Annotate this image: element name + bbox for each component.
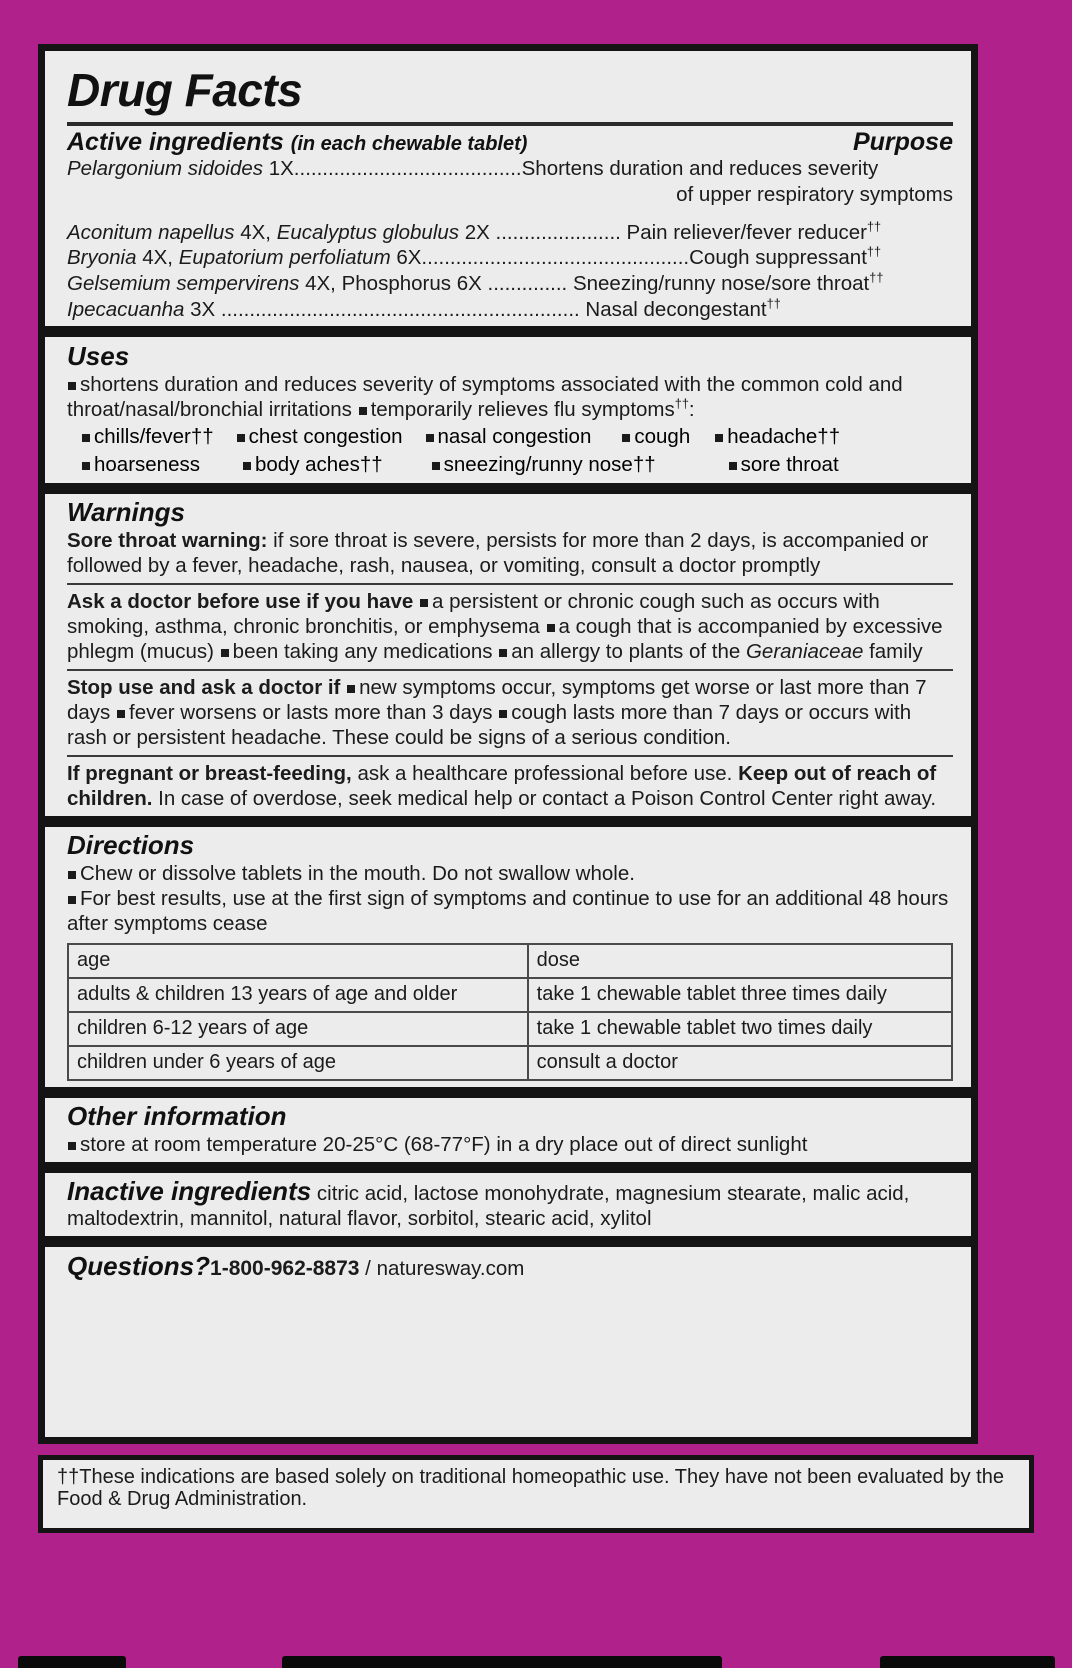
square-bullet-icon bbox=[715, 434, 723, 442]
section-divider-band bbox=[45, 816, 971, 827]
directions-bullet-text: For best results, use at the first sign of symptoms and continue to use for an additional 48 hours after symptoms cease bbox=[67, 886, 949, 935]
ingredient-potency: 3X bbox=[190, 297, 216, 321]
warning-body-2: In case of overdose, seek medical help or contact a Poison Control Center right away. bbox=[152, 786, 937, 810]
ingredient-name: Pelargonium sidoides bbox=[67, 157, 264, 181]
ingredient-purpose-line2: of upper respiratory symptoms bbox=[676, 183, 953, 207]
ingredient-purpose: Shortens duration and reduces severity bbox=[521, 157, 879, 181]
leader-dots: ............................................... bbox=[421, 246, 690, 270]
page-title: Drug Facts bbox=[67, 64, 303, 116]
section-divider-band bbox=[45, 1087, 971, 1098]
questions-section bbox=[45, 1247, 971, 1288]
warning-lead-2: Keep out of reach of children. bbox=[67, 761, 937, 810]
active-ingredient-row bbox=[67, 271, 953, 297]
dagger-marker: †† bbox=[869, 270, 884, 286]
bottom-notch bbox=[880, 1656, 1055, 1668]
square-bullet-icon bbox=[68, 1142, 76, 1150]
uses-section bbox=[45, 337, 971, 482]
table-row bbox=[68, 978, 952, 1012]
ingredient-name: Bryonia bbox=[67, 246, 137, 270]
ingredient-name: Ipecacuanha bbox=[67, 297, 185, 321]
active-ingredient-row bbox=[67, 156, 953, 207]
ingredient-potency-2: 6X bbox=[396, 246, 422, 270]
footnote-text bbox=[57, 1466, 1015, 1511]
ingredient-potency: 4X, bbox=[305, 271, 336, 295]
square-bullet-icon bbox=[82, 434, 90, 442]
warning-item: a persistent or chronic cough such as occurs with smoking, asthma, chronic bronchitis, or emphysema bbox=[67, 589, 880, 638]
purpose-heading: Purpose bbox=[852, 127, 953, 156]
leader-dots: ........................................ bbox=[293, 157, 522, 181]
cell-age: children 6-12 years of age bbox=[68, 1012, 528, 1046]
dagger-marker: †† bbox=[57, 1466, 80, 1488]
symptom-item: nasal congestion bbox=[437, 425, 592, 449]
square-bullet-icon bbox=[426, 434, 434, 442]
ingredient-potency: 4X, bbox=[142, 246, 173, 270]
active-ingredients-header bbox=[67, 129, 953, 157]
other-information-text: store at room temperature 20-25°C (68-77°F) in a dry place out of direct sunlight bbox=[80, 1132, 808, 1156]
inactive-ingredients-line bbox=[67, 1177, 953, 1231]
section-divider-band bbox=[45, 1236, 971, 1247]
uses-bullet-1-text: shortens duration and reduces severity of symptoms associated with the common cold and throat/nasal/bronchial irritations bbox=[67, 373, 903, 422]
ingredient-potency-2: 2X bbox=[464, 220, 490, 244]
active-ingredient-row bbox=[67, 245, 953, 271]
website-link[interactable]: naturesway.com bbox=[376, 1256, 525, 1280]
ingredient-purpose: Cough suppressant bbox=[689, 246, 867, 270]
table-row bbox=[68, 1046, 952, 1080]
cell-age: adults & children 13 years of age and older bbox=[68, 978, 528, 1012]
warning-lead: Sore throat warning: bbox=[67, 528, 268, 552]
ingredient-name: Gelsemium sempervirens bbox=[67, 271, 300, 295]
ingredient-potency: 4X, bbox=[240, 220, 271, 244]
square-bullet-icon bbox=[243, 462, 251, 470]
ingredient-name: Aconitum napellus bbox=[67, 220, 235, 244]
symptom-item: chills/fever†† bbox=[94, 425, 214, 449]
table-header-row bbox=[68, 944, 952, 978]
warning-item: fever worsens or lasts more than 3 days bbox=[129, 700, 493, 724]
ingredient-purpose: Sneezing/runny nose/sore throat bbox=[572, 271, 870, 295]
inactive-ingredients-section bbox=[45, 1173, 971, 1236]
other-information-section bbox=[45, 1098, 971, 1162]
active-ingredient-row bbox=[67, 220, 953, 246]
square-bullet-icon bbox=[347, 685, 355, 693]
dosage-table bbox=[67, 943, 953, 1081]
active-ingredients-section bbox=[45, 122, 971, 326]
symptom-item: cough bbox=[634, 425, 691, 449]
ingredient-name-2: Eucalyptus globulus bbox=[276, 220, 460, 244]
square-bullet-icon bbox=[622, 434, 630, 442]
symptom-item: sore throat bbox=[740, 452, 839, 476]
warning-lead: If pregnant or breast-feeding, bbox=[67, 761, 352, 785]
active-ingredients-subheading: (in each chewable tablet) bbox=[290, 132, 528, 155]
dagger-marker: †† bbox=[866, 244, 882, 260]
other-information-bullet bbox=[67, 1132, 953, 1157]
separator: / bbox=[359, 1256, 377, 1280]
divider bbox=[67, 755, 953, 757]
warning-sore-throat bbox=[67, 528, 953, 578]
section-divider-band bbox=[45, 326, 971, 337]
other-information-heading: Other information bbox=[67, 1100, 287, 1131]
symptom-row bbox=[67, 452, 953, 478]
footnote-body: These indications are based solely on traditional homeopathic use. They have not been evaluated by the Food & Drug Administration. bbox=[57, 1466, 1004, 1511]
cell-dose: take 1 chewable tablet two times daily bbox=[528, 1012, 952, 1046]
footnote-panel bbox=[38, 1455, 1034, 1533]
square-bullet-icon bbox=[359, 407, 367, 415]
drug-facts-panel bbox=[38, 44, 978, 1444]
symptom-row bbox=[67, 424, 953, 450]
directions-bullet bbox=[67, 886, 953, 936]
square-bullet-icon bbox=[68, 382, 76, 390]
dagger-marker: †† bbox=[674, 396, 689, 412]
uses-bullet-1 bbox=[67, 372, 953, 422]
directions-bullet-text: Chew or dissolve tablets in the mouth. Do not swallow whole. bbox=[80, 861, 635, 885]
active-ingredient-row bbox=[67, 297, 953, 323]
phone-number[interactable]: 1-800-962-8873 bbox=[210, 1256, 360, 1280]
title-block bbox=[45, 51, 971, 120]
ingredient-name-2: Eupatorium perfoliatum bbox=[178, 246, 391, 270]
uses-colon: : bbox=[688, 398, 695, 422]
divider bbox=[67, 122, 953, 126]
directions-bullet bbox=[67, 861, 953, 886]
section-divider-band bbox=[45, 1162, 971, 1173]
warning-body: if sore throat is severe, persists for more than 2 days, is accompanied or followed by a fever, headache, rash, nausea, or vomiting, consult a doctor promptly bbox=[67, 528, 929, 577]
warnings-section bbox=[45, 494, 971, 816]
inactive-ingredients-heading: Inactive ingredients bbox=[67, 1175, 312, 1206]
column-header-dose: dose bbox=[528, 944, 952, 978]
square-bullet-icon bbox=[499, 710, 507, 718]
bottom-notch bbox=[282, 1656, 722, 1668]
symptom-item: chest congestion bbox=[248, 425, 403, 449]
uses-heading: Uses bbox=[67, 341, 130, 372]
dagger-marker: †† bbox=[866, 218, 882, 234]
column-header-age: age bbox=[68, 944, 528, 978]
inactive-ingredients-text: citric acid, lactose monohydrate, magnesium stearate, malic acid, maltodextrin, mannitol, natural flavor, sorbitol, stearic acid, xylitol bbox=[67, 1181, 910, 1230]
ingredient-purpose: Pain reliever/fever reducer bbox=[626, 220, 867, 244]
square-bullet-icon bbox=[420, 599, 428, 607]
cell-dose: take 1 chewable tablet three times daily bbox=[528, 978, 952, 1012]
divider bbox=[67, 583, 953, 585]
leader-dots: ...................... bbox=[495, 220, 621, 244]
square-bullet-icon bbox=[68, 896, 76, 904]
warning-lead: Ask a doctor before use if you have bbox=[67, 589, 414, 613]
warning-lead: Stop use and ask a doctor if bbox=[67, 675, 341, 699]
cell-dose: consult a doctor bbox=[528, 1046, 952, 1080]
ingredient-purpose: Nasal decongestant bbox=[585, 297, 767, 321]
ingredient-potency-2: 6X bbox=[456, 271, 482, 295]
ingredient-potency: 1X bbox=[268, 157, 294, 181]
directions-heading: Directions bbox=[67, 829, 195, 860]
bottom-notch bbox=[18, 1656, 126, 1668]
square-bullet-icon bbox=[82, 462, 90, 470]
cell-age: children under 6 years of age bbox=[68, 1046, 528, 1080]
active-ingredients-heading: Active ingredients bbox=[67, 127, 284, 156]
warning-item: been taking any medications bbox=[232, 639, 493, 663]
ingredient-name-2: Phosphorus bbox=[341, 271, 452, 295]
symptom-item: hoarseness bbox=[94, 452, 200, 476]
leader-dots: .............. bbox=[487, 271, 568, 295]
square-bullet-icon bbox=[237, 434, 245, 442]
square-bullet-icon bbox=[499, 649, 507, 657]
directions-section bbox=[45, 827, 971, 1087]
section-divider-band bbox=[45, 483, 971, 494]
warning-body: ask a healthcare professional before use. bbox=[351, 761, 739, 785]
warning-pregnancy bbox=[67, 761, 953, 811]
table-row bbox=[68, 1012, 952, 1046]
warning-ask-doctor: Ask a doctor before use if you have a persistent or chronic cough such as occurs with smoking, asthma, chronic bronchitis, or emphysema a cough that is accompanied by excessive phlegm (mucus) been taking any medications an allergy to plants of the Geraniaceae family bbox=[67, 589, 943, 663]
divider bbox=[67, 669, 953, 671]
symptom-item: sneezing/runny nose†† bbox=[443, 452, 656, 476]
questions-heading: Questions? bbox=[67, 1250, 211, 1281]
symptom-item: body aches†† bbox=[254, 452, 383, 476]
square-bullet-icon bbox=[432, 462, 440, 470]
dagger-marker: †† bbox=[766, 295, 781, 311]
warnings-heading: Warnings bbox=[67, 496, 185, 527]
square-bullet-icon bbox=[117, 710, 125, 718]
warning-item: new symptoms occur, symptoms get worse or last more than 7 days bbox=[67, 675, 927, 724]
questions-line bbox=[67, 1252, 953, 1282]
square-bullet-icon bbox=[68, 871, 76, 879]
symptom-item: headache†† bbox=[727, 425, 841, 449]
warning-item: cough lasts more than 7 days or occurs with rash or persistent headache. These could be signs of a serious condition. bbox=[67, 700, 912, 749]
square-bullet-icon bbox=[729, 462, 737, 470]
square-bullet-icon bbox=[547, 624, 555, 632]
uses-bullet-2-text: temporarily relieves flu symptoms bbox=[370, 398, 675, 422]
warning-stop-use bbox=[67, 675, 953, 750]
warning-item: a cough that is accompanied by excessive phlegm (mucus) bbox=[67, 614, 943, 663]
family-name: Geraniaceae bbox=[745, 639, 864, 663]
leader-dots: ............................................................... bbox=[220, 297, 580, 321]
square-bullet-icon bbox=[221, 649, 229, 657]
